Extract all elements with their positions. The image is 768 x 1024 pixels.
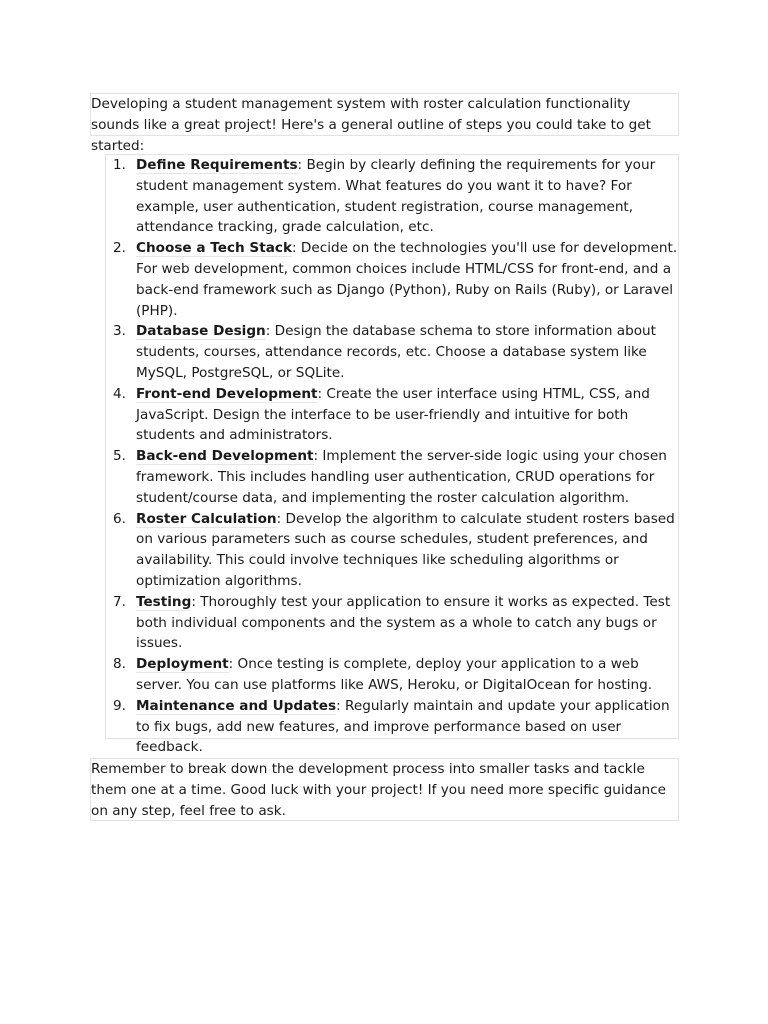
list-item [106,509,678,592]
step-title: Maintenance and Updates [136,697,337,714]
step-number: 8. [113,656,126,673]
step-number: 7. [113,593,126,610]
step-text: : Thoroughly test your application to ensure it works as expected. Test both individual components and the system as a whole to catch any bugs or issues. [136,593,671,652]
step-text: : Decide on the technologies you'll use for development. For web development, common choices include HTML/CSS for front-end, and a back-end framework such as Django (Python), Ruby on Rails (Ruby), or Laravel (PHP). [136,240,678,319]
step-text: : Design the database schema to store information about students, courses, attendance records, etc. Choose a database system like MySQL, PostgreSQL, or SQLite. [136,323,656,381]
step-text: : Regularly maintain and update your application to fix bugs, add new features, and improve performance based on user feedback. [136,697,670,756]
step-title: Deployment [136,656,229,673]
list-item [106,155,678,238]
step-text: : Once testing is complete, deploy your application to a web server. You can use platforms like AWS, Heroku, or DigitalOcean for hosting. [136,656,653,693]
step-number: 9. [113,697,126,714]
steps-list-box [105,154,679,756]
step-number: 6. [113,510,126,527]
step-number: 2. [113,240,126,257]
step-text: : Develop the algorithm to calculate student rosters based on various parameters such as course schedules, student preferences, and availability. This could involve techniques like scheduling algorithms or optimization algorithms. [136,510,675,589]
list-item [106,321,678,383]
step-title: Testing [136,593,192,610]
step-number: 5. [113,448,126,465]
step-text: : Create the user interface using HTML, CSS, and JavaScript. Design the interface to be user-friendly and intuitive for both students and administrators. [136,385,650,444]
step-title: Back-end Development [136,448,314,465]
steps-list [106,155,678,758]
list-item [106,446,678,508]
step-title: Roster Calculation [136,510,277,527]
list-item [106,592,678,654]
step-title: Front-end Development [136,385,318,402]
step-title: Define Requirements [136,157,298,173]
list-item [106,696,678,758]
intro-paragraph-box [90,93,679,154]
outro-paragraph: Remember to break down the development process into smaller tasks and tackle them one at a time. Good luck with your project! If you need more specific guidance on any step, feel free to ask. [91,761,667,819]
step-number: 3. [113,323,126,340]
list-item [106,384,678,446]
list-item [106,654,678,696]
step-number: 1. [113,157,126,173]
step-number: 4. [113,385,126,402]
outro-paragraph-box [90,758,679,821]
step-title: Choose a Tech Stack [136,240,292,257]
intro-paragraph: Developing a student management system with roster calculation functionality sounds like a great project! Here's a general outline of steps you could take to get started: [91,96,651,154]
step-text: : Implement the server-side logic using your chosen framework. This includes handling user authentication, CRUD operations for student/course data, and implementing the roster calculation algorithm. [136,448,667,506]
step-title: Database Design [136,323,266,340]
list-item [106,238,678,321]
step-text: : Begin by clearly defining the requirements for your student management system. What features do you want it to have? For example, user authentication, student registration, course management, attendance tracking, grade calculation, etc. [136,157,656,236]
